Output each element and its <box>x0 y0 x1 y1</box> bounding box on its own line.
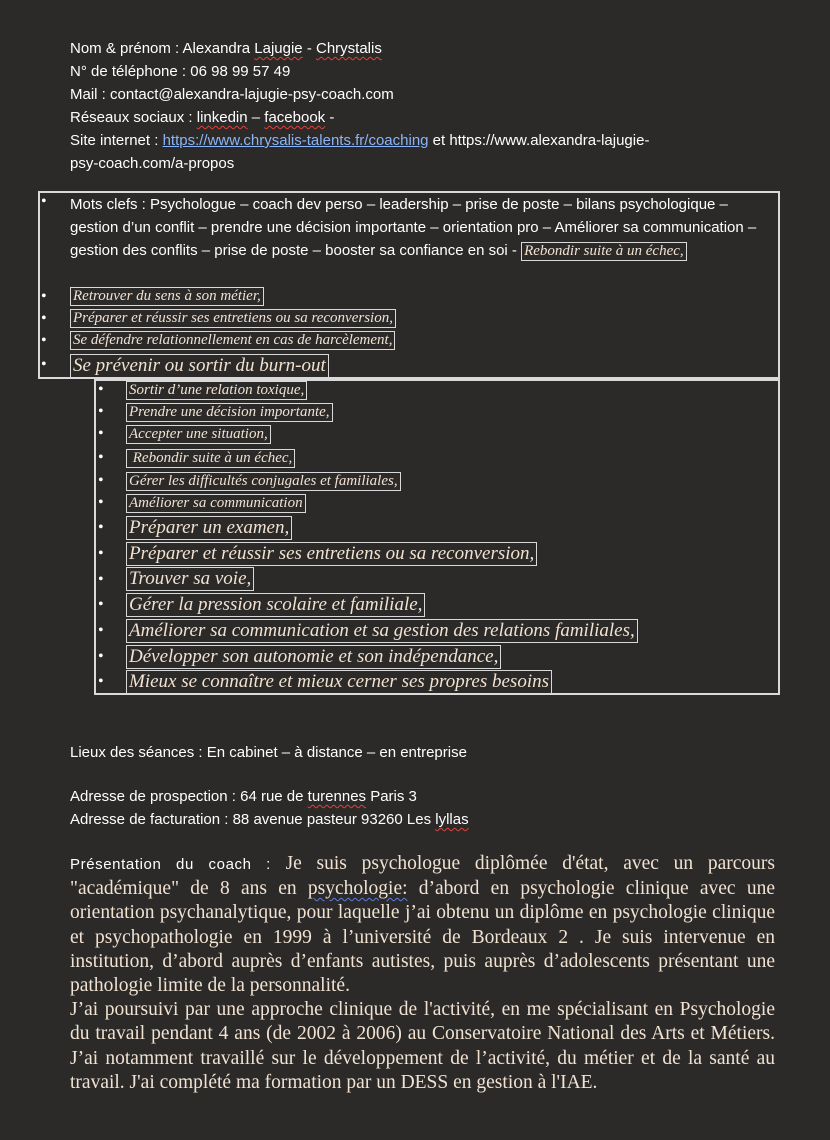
presentation-p1 <box>70 852 775 998</box>
l1-item <box>70 287 264 306</box>
name-brand: Chrystalis <box>316 40 382 57</box>
l2-item-text: Sortir d’une relation toxique, <box>126 381 307 400</box>
l2-item <box>126 567 254 591</box>
social-label: Réseaux sociaux : <box>70 109 197 126</box>
linkedin-text: linkedin <box>196 109 248 126</box>
facebook-text: facebook <box>264 109 326 126</box>
l2-item <box>126 593 425 617</box>
adresses-block <box>70 785 469 831</box>
l2-item-text: Développer son autonomie et son indépendance, <box>126 645 501 669</box>
name-surname: Lajugie <box>254 40 303 57</box>
l2-item <box>126 403 333 422</box>
presentation-lead: Présentation du coach : <box>70 856 286 873</box>
adresse-prospection-a: Adresse de prospection : 64 rue de <box>70 788 308 805</box>
social-dash: – <box>247 109 265 126</box>
l2-item-text: Rebondir suite à un échec, <box>126 449 295 468</box>
l2-item-text: Préparer un examen, <box>126 516 292 540</box>
l1-item-text: Préparer et réussir ses entretiens ou sa reconversion, <box>70 309 396 328</box>
site-line <box>70 129 770 152</box>
presentation-block <box>70 852 775 1095</box>
name-separator: - <box>302 40 316 57</box>
l2-item <box>126 449 295 468</box>
presentation-p2: J’ai poursuivi par une approche clinique de l'activité, en me spécialisant en Psychologie du travail pendant 4 ans (de 2002 à 2006) au Conservatoire National des Arts et Métiers. J’ai notamment travaillé sur le développement de l’activité, du métier et de la santé au travail. J'ai complété ma formation par un DESS en gestion à l'IAE. <box>70 999 775 1093</box>
l2-item-text: Gérer les difficultés conjugales et familiales, <box>126 472 401 491</box>
l1-item-text: Se prévenir ou sortir du burn-out <box>70 354 329 378</box>
l1-item <box>70 331 395 350</box>
presentation-p1-c: d’abord en psychologie clinique avec une orientation psychanalytique, pour laquelle j’ai obtenu un diplôme en psychologie clinique et psychopathologie en 1999 à l’université de Bordeaux 2 . Je suis intervenue en institution, d’abord auprès d’enfants autistes, puis auprès d’adolescents présentant une pathologie limite de la personnalité. <box>70 878 775 997</box>
bullet-l2: • <box>98 571 104 588</box>
l1-item <box>70 309 396 328</box>
bullet-l1-3: • <box>41 356 47 373</box>
l2-item <box>126 542 537 566</box>
bullet-l1-0: • <box>41 288 47 305</box>
contact-block <box>70 37 770 175</box>
bullet-keywords: • <box>41 193 47 210</box>
bullet-l2: • <box>98 673 104 690</box>
adresse-facturation-a: Adresse de facturation : 88 avenue pasteur 93260 Les <box>70 811 436 828</box>
keyword-inline-item: Rebondir suite à un échec, <box>521 242 687 261</box>
adresse-prospection-b: turennes <box>307 788 367 805</box>
l2-item-text: Prendre une décision importante, <box>126 403 333 422</box>
social-end: - <box>325 109 335 126</box>
l2-item-text: Préparer et réussir ses entretiens ou sa reconversion, <box>126 542 537 566</box>
presentation-p1-a: Je suis psychologue diplômée d'état, avec un parcours "académique" de 8 ans en <box>70 853 776 900</box>
social-line <box>70 106 770 129</box>
mail-line: Mail : contact@alexandra-lajugie-psy-coach.com <box>70 86 394 103</box>
l2-item-text: Accepter une situation, <box>126 425 271 444</box>
bullet-l2: • <box>98 596 104 613</box>
adresse-facturation-b: lyllas <box>435 811 469 828</box>
name-line <box>70 37 770 60</box>
bullet-l1-2: • <box>41 332 47 349</box>
l1-item <box>70 354 329 378</box>
bullet-l2: • <box>98 425 104 442</box>
bullet-l2: • <box>98 622 104 639</box>
presentation-p1-b: psychologie: <box>307 878 408 900</box>
name-label: Nom & prénom : Alexandra <box>70 40 255 57</box>
l2-item <box>126 381 307 400</box>
l2-item-text: Gérer la pression scolaire et familiale, <box>126 593 425 617</box>
bullet-l2: • <box>98 494 104 511</box>
l2-item <box>126 645 501 669</box>
bullet-l2: • <box>98 449 104 466</box>
bullet-l2: • <box>98 648 104 665</box>
bullet-l1-1: • <box>41 310 47 327</box>
bullet-l2: • <box>98 403 104 420</box>
l2-item-text: Trouver sa voie, <box>126 567 254 591</box>
l1-item-text: Se défendre relationnellement en cas de harcèlement, <box>70 331 395 350</box>
bullet-l2: • <box>98 545 104 562</box>
site-rest-1: et https://www.alexandra-lajugie- <box>428 132 650 149</box>
keywords-text: Mots clefs : Psychologue – coach dev perso – leadership – prise de poste – bilans psychologique – gestion d’un conflit – prendre une décision importante – orientation pro – Améliorer sa communication – gestion des conflits – prise de poste – booster sa confiance en soi - <box>70 196 757 259</box>
l2-item <box>126 619 638 643</box>
adresse-prospection <box>70 785 469 808</box>
l2-item <box>126 670 552 694</box>
site-line-2: psy-coach.com/a-propos <box>70 155 235 172</box>
l2-item <box>126 425 271 444</box>
lieux-seances: Lieux des séances : En cabinet – à distance – en entreprise <box>70 744 467 761</box>
l2-item <box>126 494 306 513</box>
bullet-l2: • <box>98 381 104 398</box>
l2-item <box>126 472 401 491</box>
adresse-facturation <box>70 808 469 831</box>
bullet-l2: • <box>98 519 104 536</box>
site-label: Site internet : <box>70 132 163 149</box>
l2-item <box>126 516 292 540</box>
l2-item-text: Améliorer sa communication et sa gestion des relations familiales, <box>126 619 638 643</box>
bullet-l2: • <box>98 472 104 489</box>
site-link[interactable]: https://www.chrysalis-talents.fr/coaching <box>162 132 429 149</box>
l2-item-text: Mieux se connaître et mieux cerner ses propres besoins <box>126 670 552 694</box>
l2-item-text: Améliorer sa communication <box>126 494 306 513</box>
phone-line: N° de téléphone : 06 98 99 57 49 <box>70 63 291 80</box>
keywords-paragraph <box>70 193 770 262</box>
adresse-prospection-c: Paris 3 <box>366 788 417 805</box>
l1-item-text: Retrouver du sens à son métier, <box>70 287 264 306</box>
